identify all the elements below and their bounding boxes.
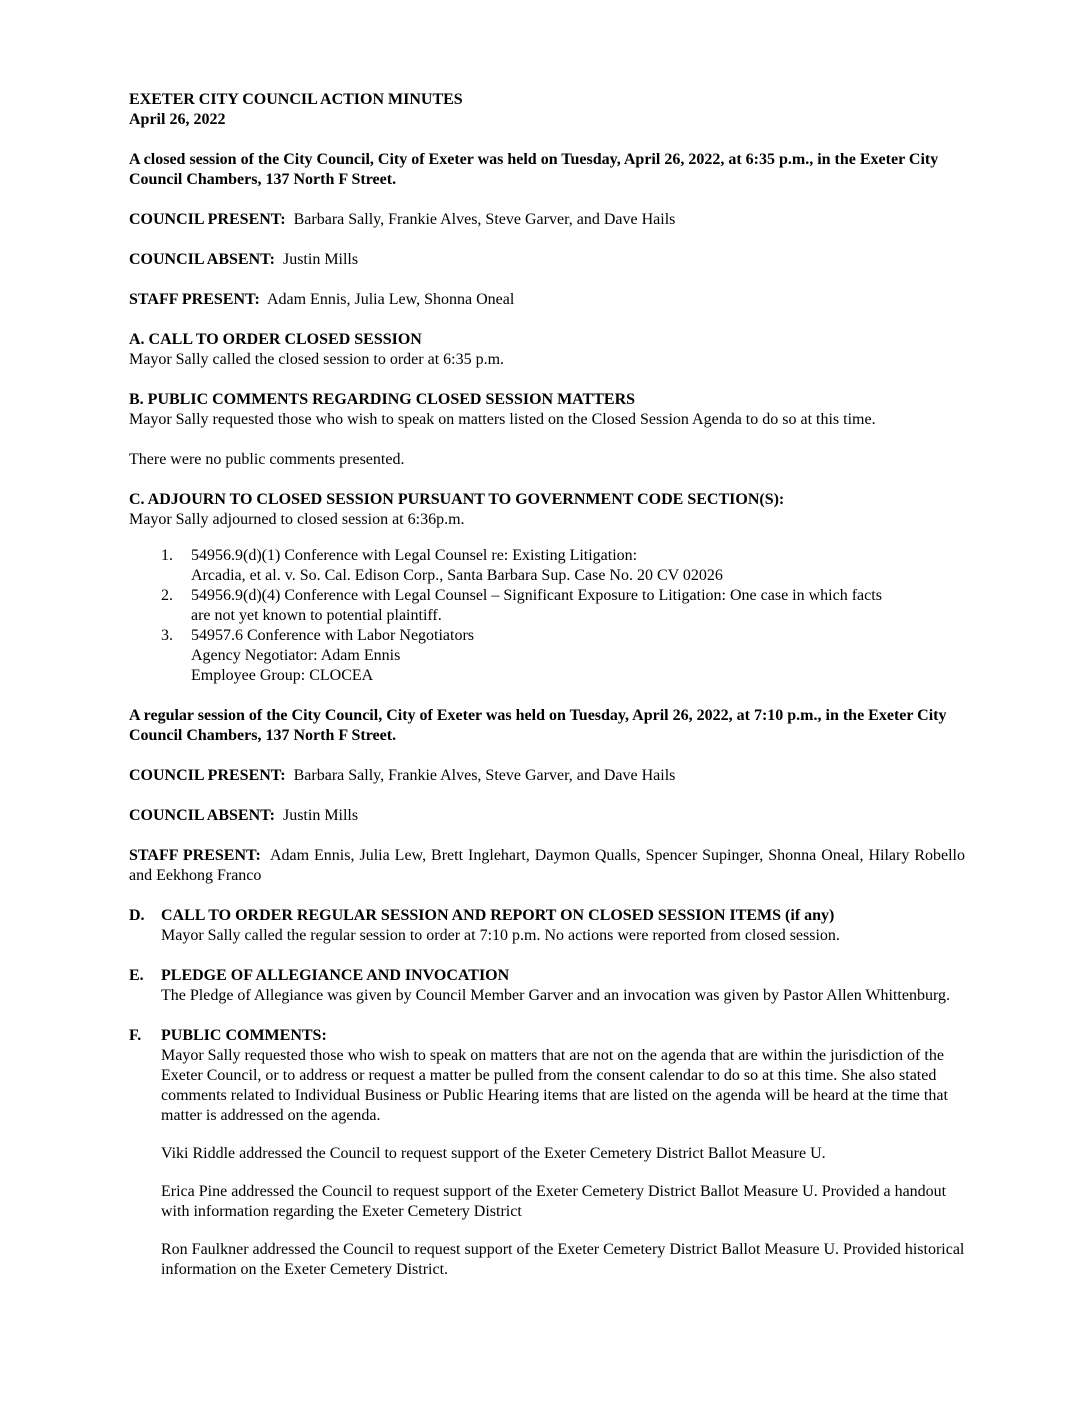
regular-council-present: [129, 766, 965, 786]
section-c-heading: C. ADJOURN TO CLOSED SESSION PURSUANT TO GOVERNMENT CODE SECTION(S):: [129, 491, 785, 508]
section-f-letter: F.: [129, 1027, 142, 1044]
section-d-letter: D.: [129, 907, 145, 924]
regular-council-absent-label: COUNCIL ABSENT:: [129, 807, 275, 824]
list-item-line: 54957.6 Conference with Labor Negotiators: [191, 627, 475, 644]
section-b-text-2: There were no public comments presented.: [129, 451, 405, 468]
regular-council-absent-names: Justin Mills: [282, 807, 359, 824]
section-b-text: Mayor Sally requested those who wish to speak on matters listed on the Closed Session Agenda to do so at this time.: [129, 411, 876, 428]
document-title: EXETER CITY COUNCIL ACTION MINUTES: [129, 91, 463, 108]
section-e: [129, 966, 965, 1006]
list-item: [161, 546, 965, 586]
list-item-number: 2.: [161, 587, 173, 604]
closed-staff-present: [129, 290, 965, 310]
section-d-text: Mayor Sally called the regular session to order at 7:10 p.m. No actions were reported from closed session.: [161, 927, 840, 944]
list-item: [161, 586, 965, 626]
closed-council-present-names: Barbara Sally, Frankie Alves, Steve Garver, and Dave Hails: [293, 211, 676, 228]
section-c-text: Mayor Sally adjourned to closed session at 6:36p.m.: [129, 511, 465, 528]
list-item-line: 54956.9(d)(1) Conference with Legal Counsel re: Existing Litigation:: [191, 547, 638, 564]
regular-council-absent: [129, 806, 965, 826]
closed-session-items: [129, 546, 965, 686]
list-item-number: 3.: [161, 627, 173, 644]
regular-council-present-names: Barbara Sally, Frankie Alves, Steve Garver, and Dave Hails: [293, 767, 676, 784]
list-item: [161, 626, 965, 686]
regular-staff-present-names: Adam Ennis, Julia Lew, Brett Inglehart, Daymon Qualls, Spencer Supinger, Shonna Oneal, Hilary Robello and Eekhong Franco: [129, 847, 966, 884]
public-comment-1: Viki Riddle addressed the Council to request support of the Exeter Cemetery District Ballot Measure U.: [161, 1145, 826, 1162]
section-e-text: The Pledge of Allegiance was given by Council Member Garver and an invocation was given by Pastor Allen Whittenburg.: [161, 987, 950, 1004]
section-f: [129, 1026, 965, 1280]
section-e-heading: PLEDGE OF ALLEGIANCE AND INVOCATION: [161, 967, 510, 984]
closed-staff-present-label: STAFF PRESENT:: [129, 291, 260, 308]
closed-council-present-label: COUNCIL PRESENT:: [129, 211, 286, 228]
closed-council-present: [129, 210, 965, 230]
regular-council-present-label: COUNCIL PRESENT:: [129, 767, 286, 784]
list-item-line: 54956.9(d)(4) Conference with Legal Counsel – Significant Exposure to Litigation: One case in which facts: [191, 587, 882, 604]
list-item-line: Employee Group: CLOCEA: [191, 667, 374, 684]
list-item-line: Arcadia, et al. v. So. Cal. Edison Corp., Santa Barbara Sup. Case No. 20 CV 02026: [191, 567, 723, 584]
closed-council-absent-names: Justin Mills: [282, 251, 359, 268]
list-item-line: Agency Negotiator: Adam Ennis: [191, 647, 401, 664]
document-date: April 26, 2022: [129, 111, 226, 128]
section-d-heading: CALL TO ORDER REGULAR SESSION AND REPORT ON CLOSED SESSION ITEMS (if any): [161, 907, 835, 924]
closed-session-intro: A closed session of the City Council, City of Exeter was held on Tuesday, April 26, 2022, at 6:35 p.m., in the Exeter City Council Chambers, 137 North F Street.: [129, 151, 939, 188]
list-item-line: are not yet known to potential plaintiff.: [191, 607, 442, 624]
closed-council-absent: [129, 250, 965, 270]
list-item-number: 1.: [161, 547, 173, 564]
public-comment-3: Ron Faulkner addressed the Council to request support of the Exeter Cemetery District Ballot Measure U. Provided historical information on the Exeter Cemetery District.: [161, 1241, 965, 1278]
section-f-heading: PUBLIC COMMENTS:: [161, 1027, 327, 1044]
regular-staff-present: [129, 846, 965, 886]
section-a-text: Mayor Sally called the closed session to order at 6:35 p.m.: [129, 351, 505, 368]
regular-staff-present-label: STAFF PRESENT:: [129, 847, 261, 864]
regular-session-intro: A regular session of the City Council, City of Exeter was held on Tuesday, April 26, 2022, at 7:10 p.m., in the Exeter City Council Chambers, 137 North F Street.: [129, 707, 947, 744]
section-e-letter: E.: [129, 967, 144, 984]
public-comment-2: Erica Pine addressed the Council to request support of the Exeter Cemetery District Ballot Measure U. Provided a handout with information regarding the Exeter Cemetery District: [161, 1183, 947, 1220]
section-a-heading: A. CALL TO ORDER CLOSED SESSION: [129, 331, 422, 348]
closed-staff-present-names: Adam Ennis, Julia Lew, Shonna Oneal: [266, 291, 515, 308]
minutes-page: [129, 90, 965, 1280]
section-f-text: Mayor Sally requested those who wish to speak on matters that are not on the agenda that are within the jurisdiction of the Exeter Council, or to address or request a matter be pulled from the consent calendar to do so at this time. She also stated comments related to Individual Business or Public Hearing items that are listed on the agenda will be heard at the time that matter is addressed on the agenda.: [161, 1047, 948, 1124]
section-b-heading: B. PUBLIC COMMENTS REGARDING CLOSED SESSION MATTERS: [129, 391, 636, 408]
closed-council-absent-label: COUNCIL ABSENT:: [129, 251, 275, 268]
section-d: [129, 906, 965, 946]
